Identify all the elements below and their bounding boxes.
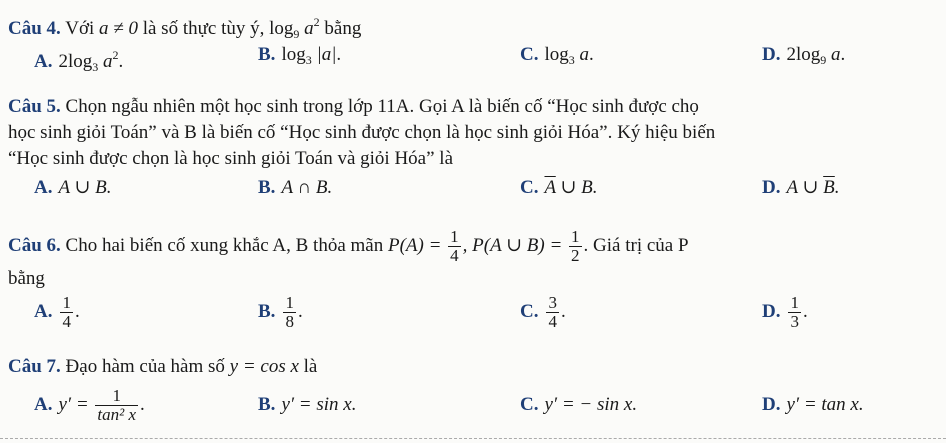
q6-stem-post: . Giá trị của P xyxy=(583,235,689,256)
question-4-stem xyxy=(8,10,361,46)
option-lhs: y′ = xyxy=(58,394,89,415)
fn: log xyxy=(67,51,93,72)
base: 3 xyxy=(568,53,575,67)
question-6-label: Câu 6. xyxy=(8,235,61,256)
numerator: 1 xyxy=(571,227,580,247)
option-letter: B. xyxy=(258,394,276,415)
option-text: A ∪ B. xyxy=(58,177,112,198)
numerator: 3 xyxy=(548,293,557,313)
option-letter: D. xyxy=(762,394,781,415)
denominator: 4 xyxy=(450,246,459,266)
tail: . xyxy=(140,394,145,415)
q6-p2: , P(A ∪ B) = xyxy=(462,235,563,256)
q5-line-1: Chọn ngẫu nhiên một học sinh trong lớp 11A. Gọi A là biến cố “Học sinh được chọ xyxy=(65,96,699,117)
option-letter: B. xyxy=(258,177,276,198)
option-letter: C. xyxy=(520,177,539,198)
numerator: 1 xyxy=(450,227,459,247)
q4-condition: a ≠ 0 xyxy=(99,18,138,39)
q5-option-d[interactable] xyxy=(762,176,840,200)
option-letter: C. xyxy=(520,44,539,65)
arg: a xyxy=(579,44,590,65)
complement-b: $\overline{B}$ xyxy=(823,177,835,198)
q4-option-d[interactable] xyxy=(762,43,845,72)
option-letter: D. xyxy=(762,44,781,65)
base: 3 xyxy=(305,53,312,67)
arg: |a| xyxy=(316,44,337,65)
q6-option-b[interactable]: B. $\frac{1}{8}$ . xyxy=(258,293,303,332)
numerator: 1 xyxy=(62,293,71,313)
option-letter: B. xyxy=(258,44,276,65)
numerator: 1 xyxy=(112,386,121,406)
option-post: ∪ B. xyxy=(555,177,598,198)
denominator: 2 xyxy=(571,246,580,266)
option-letter: A. xyxy=(34,177,53,198)
q4-exp: 2 xyxy=(313,15,320,29)
option-letter: A. xyxy=(34,394,53,415)
q4-arg: a xyxy=(304,18,314,39)
q5-option-a[interactable] xyxy=(34,176,112,200)
q6-p1: P(A) = xyxy=(387,235,442,256)
q7-function: y = cos x xyxy=(229,356,299,377)
denominator: 4 xyxy=(62,312,71,332)
q4-log: log xyxy=(269,18,294,39)
option-letter: D. xyxy=(762,177,781,198)
numerator: 1 xyxy=(285,293,294,313)
tail: . xyxy=(840,44,846,65)
q6-option-d[interactable]: D. $\frac{1}{3}$ . xyxy=(762,293,808,332)
option-letter: A. xyxy=(34,301,53,322)
question-4-label: Câu 4. xyxy=(8,18,61,39)
q5-option-b[interactable] xyxy=(258,176,332,200)
base: 3 xyxy=(92,60,99,74)
denominator: 8 xyxy=(285,312,294,332)
option-letter: A. xyxy=(34,51,53,72)
tail: . xyxy=(118,51,124,72)
denominator: 4 xyxy=(548,312,557,332)
question-6-stem xyxy=(8,226,689,266)
q7-option-d[interactable] xyxy=(762,393,864,417)
question-5-stem-line-2: học sinh giỏi Toán” và B là biến cố “Học sinh được chọn là học sinh giỏi Hóa”. Ký hiệu biến xyxy=(8,122,716,143)
complement-a: $\overline{A}$ xyxy=(544,177,556,198)
page-cutoff-divider xyxy=(0,438,946,441)
fn: log xyxy=(795,44,821,65)
option-letter: C. xyxy=(520,394,539,415)
option-text: A ∩ B. xyxy=(281,177,333,198)
option-text: y′ = tan x. xyxy=(786,394,864,415)
q7-option-a[interactable] xyxy=(34,383,145,427)
arg: a xyxy=(103,51,113,72)
q4-stem-mid: là số thực tùy ý, xyxy=(142,18,265,39)
option-fraction xyxy=(546,294,559,331)
fn: log xyxy=(281,44,306,65)
tail: . xyxy=(336,44,342,65)
question-7-stem xyxy=(8,355,317,379)
denominator: tan² x xyxy=(97,405,137,425)
exp: 2 xyxy=(112,48,119,62)
q4-option-c[interactable] xyxy=(520,43,594,72)
q4-log-base: 9 xyxy=(293,27,300,41)
option-fraction xyxy=(283,294,296,331)
q6-fraction-1 xyxy=(448,228,461,265)
option-letter: B. xyxy=(258,301,276,322)
option-text: y′ = sin x. xyxy=(281,394,357,415)
arg: a xyxy=(831,44,841,65)
option-fraction xyxy=(788,294,801,331)
q6-stem-pre: Cho hai biến cố xung khắc A, B thỏa mãn xyxy=(65,235,384,256)
question-5-stem-line-1 xyxy=(8,95,699,119)
question-6-line-2: bằng xyxy=(8,268,45,289)
option-post: . xyxy=(834,177,840,198)
base: 9 xyxy=(820,53,827,67)
option-text: y′ = − sin x. xyxy=(544,394,638,415)
question-5-stem-line-3: “Học sinh được chọn là học sinh giỏi Toán và giỏi Hóa” là xyxy=(8,148,454,169)
question-5-label: Câu 5. xyxy=(8,96,61,117)
q4-stem-post: bằng xyxy=(324,18,362,39)
q6-option-c[interactable]: C. $\frac{3}{4}$ . xyxy=(520,293,566,332)
q7-stem-post: là xyxy=(303,356,318,377)
denominator: 3 xyxy=(790,312,799,332)
q7-option-c[interactable] xyxy=(520,393,637,417)
q4-option-b[interactable] xyxy=(258,43,341,72)
option-pre: A ∪ xyxy=(786,177,824,198)
tail: . xyxy=(589,44,594,65)
q7-option-b[interactable] xyxy=(258,393,356,417)
q4-option-a[interactable] xyxy=(34,43,123,79)
q7-stem-pre: Đạo hàm của hàm số xyxy=(65,356,225,377)
option-letter: D. xyxy=(762,301,781,322)
option-letter: C. xyxy=(520,301,539,322)
option-fraction xyxy=(95,387,138,424)
coef: 2 xyxy=(786,44,796,65)
coef: 2 xyxy=(58,51,68,72)
q6-fraction-2 xyxy=(569,228,582,265)
option-fraction xyxy=(60,294,73,331)
question-7-label: Câu 7. xyxy=(8,356,61,377)
fn: log xyxy=(544,44,569,65)
q5-option-c[interactable] xyxy=(520,176,598,200)
q6-option-a[interactable]: A. $\frac{1}{4}$ . xyxy=(34,293,80,332)
q4-stem-pre: Với xyxy=(65,18,95,39)
numerator: 1 xyxy=(790,293,799,313)
